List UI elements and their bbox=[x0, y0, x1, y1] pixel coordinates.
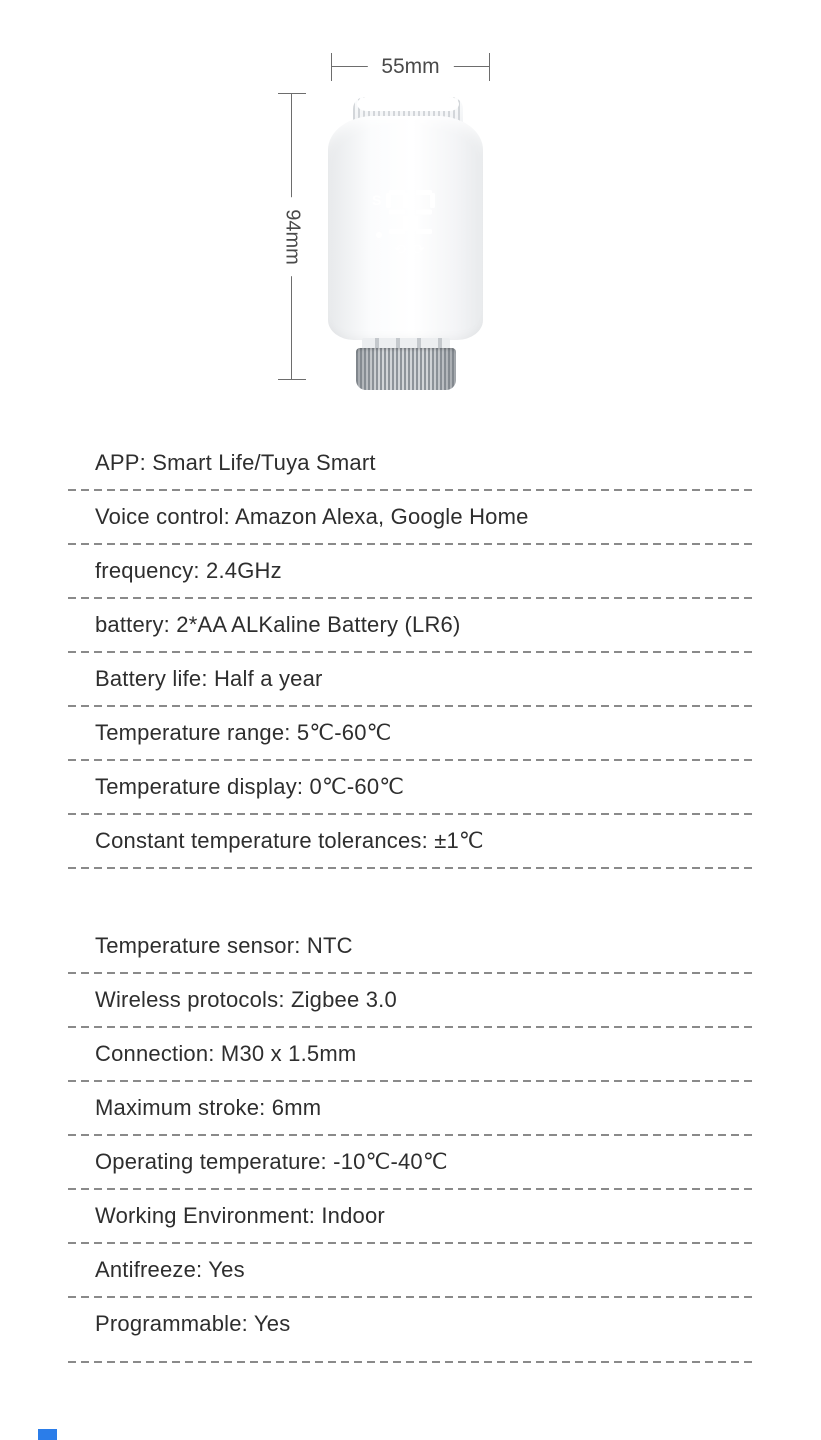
degree-dot-indicator bbox=[376, 232, 382, 238]
spec-row bbox=[68, 653, 753, 707]
spec-row bbox=[68, 491, 753, 545]
dimension-cap bbox=[278, 93, 306, 94]
spec-row bbox=[68, 1028, 753, 1082]
spec-text: Temperature display: 0℃-60℃ bbox=[95, 774, 405, 799]
spec-text: Wireless protocols: Zigbee 3.0 bbox=[95, 987, 397, 1012]
device-led-display bbox=[368, 186, 458, 276]
height-dimension-label: 94mm bbox=[281, 197, 304, 277]
digit-nine bbox=[386, 190, 408, 234]
width-dimension-label: 55mm bbox=[367, 55, 453, 79]
spec-row bbox=[68, 1298, 753, 1363]
spec-text: APP: Smart Life/Tuya Smart bbox=[95, 450, 376, 475]
height-dimension bbox=[278, 93, 306, 380]
manual-mode-icon: ⟳ bbox=[412, 241, 425, 257]
spec-text: Battery life: Half a year bbox=[95, 666, 323, 691]
spec-text: frequency: 2.4GHz bbox=[95, 558, 282, 583]
signal-indicator: S bbox=[372, 192, 382, 208]
display-mode-icons bbox=[394, 242, 424, 256]
blue-corner-mark bbox=[38, 1429, 57, 1440]
spec-row bbox=[68, 1136, 753, 1190]
auto-mode-icon: ⟲ bbox=[394, 241, 406, 257]
spec-row bbox=[68, 545, 753, 599]
segment-digits bbox=[386, 190, 435, 234]
spec-text: Constant temperature tolerances: ±1℃ bbox=[95, 828, 484, 853]
divider-dashed-line bbox=[68, 1361, 753, 1363]
spec-text: Working Environment: Indoor bbox=[95, 1203, 385, 1228]
dimension-cap bbox=[278, 379, 306, 380]
spec-row bbox=[68, 815, 753, 869]
spec-text: Operating temperature: -10℃-40℃ bbox=[95, 1149, 448, 1174]
spec-row bbox=[68, 1082, 753, 1136]
dimension-cap bbox=[489, 53, 490, 81]
spec-text: Antifreeze: Yes bbox=[95, 1257, 245, 1282]
spec-text: Voice control: Amazon Alexa, Google Home bbox=[95, 504, 529, 529]
spec-text: Temperature sensor: NTC bbox=[95, 933, 353, 958]
dimension-cap bbox=[331, 53, 332, 81]
spec-row bbox=[68, 599, 753, 653]
valve-collar-m30 bbox=[356, 348, 456, 390]
spec-text: Programmable: Yes bbox=[95, 1311, 291, 1336]
digit-two bbox=[413, 190, 435, 234]
spec-row bbox=[68, 761, 753, 815]
spec-row bbox=[68, 1244, 753, 1298]
spec-row bbox=[68, 974, 753, 1028]
spec-text: Temperature range: 5℃-60℃ bbox=[95, 720, 392, 745]
width-dimension bbox=[331, 53, 490, 81]
divider-dashed-line bbox=[68, 867, 753, 869]
spec-text: battery: 2*AA ALKaline Battery (LR6) bbox=[95, 612, 461, 637]
product-figure bbox=[0, 0, 821, 432]
spec-text: Maximum stroke: 6mm bbox=[95, 1095, 322, 1120]
device-body bbox=[328, 116, 483, 340]
spec-group-connectivity bbox=[68, 437, 753, 869]
spec-text: Connection: M30 x 1.5mm bbox=[95, 1041, 357, 1066]
spec-row bbox=[68, 437, 753, 491]
spec-list bbox=[68, 437, 753, 1363]
spec-row bbox=[68, 707, 753, 761]
spec-row bbox=[68, 1190, 753, 1244]
spec-row bbox=[68, 920, 753, 974]
spec-group-hardware bbox=[68, 920, 753, 1363]
